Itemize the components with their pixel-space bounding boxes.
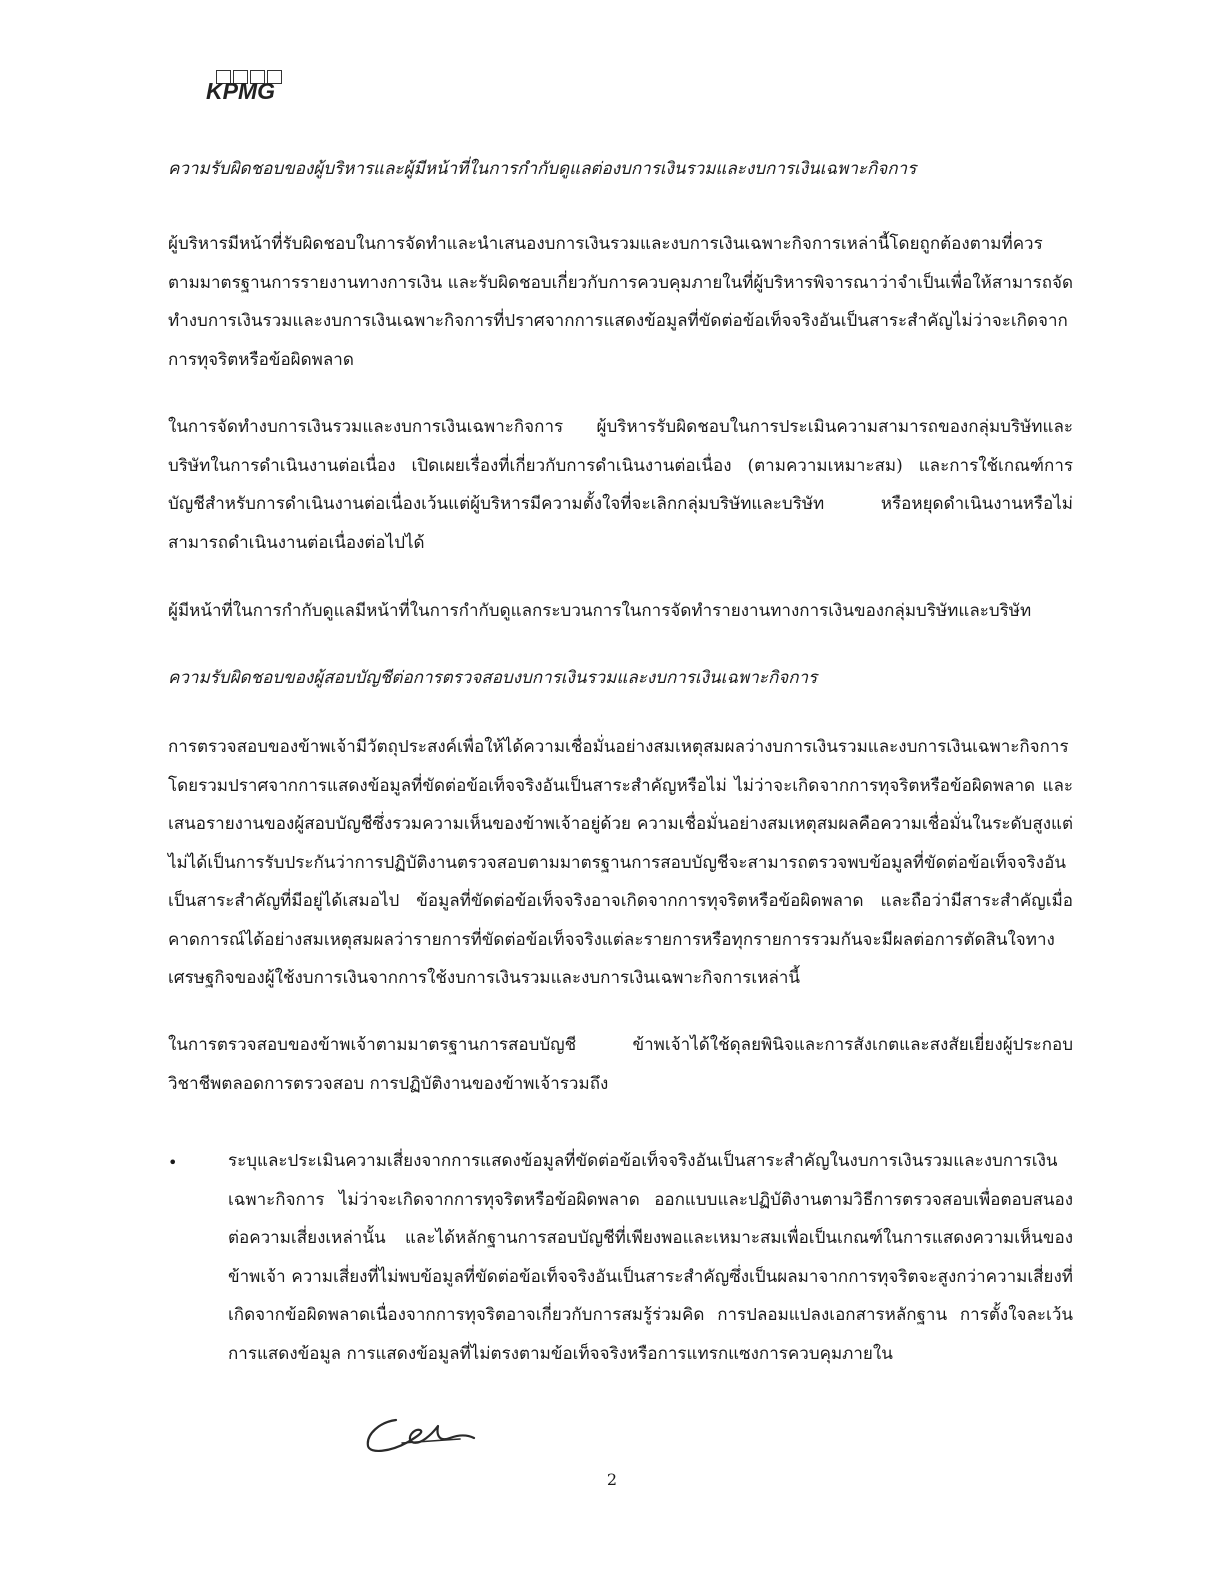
management-heading: ความรับผิดชอบของผู้บริหารและผู้มีหน้าที่ในการกำกับดูแลต่องบการเงินรวมและงบการเงินเฉพาะกิจการ xyxy=(168,159,917,179)
paragraph-professional-judgment: ในการตรวจสอบของข้าพเจ้าตามมาตรฐานการสอบบัญชี ข้าพเจ้าได้ใช้ดุลยพินิจและการสังเกตและสงสัยเยี่ยงผู้ประกอบวิชาชีพตลอดการตรวจสอบ การปฏิบัติงานของข้าพเจ้ารวมถึง xyxy=(168,1035,1073,1094)
logo-text: KPMG xyxy=(206,78,275,104)
signature xyxy=(362,1408,482,1456)
kpmg-logo xyxy=(206,70,292,110)
paragraph-management-responsibility: ผู้บริหารมีหน้าที่รับผิดชอบในการจัดทำและนำเสนองบการเงินรวมและงบการเงินเฉพาะกิจการเหล่านี้โดยถูกต้องตามที่ควรตามมาตรฐานการรายงานทางการเงิน และรับผิดชอบเกี่ยวกับการควบคุมภายในที่ผู้บริหารพิจารณาว่าจำเป็นเพื่อให้สามารถจัดทำงบการเงินรวมและงบการเงินเฉพาะกิจการที่ปราศจากการแสดงข้อมูลที่ขัดต่อข้อเท็จจริงอันเป็นสาระสำคัญไม่ว่าจะเกิดจากการทุจริตหรือข้อผิดพลาด xyxy=(168,234,1073,370)
bullet-item-risk-assessment: ระบุและประเมินความเสี่ยงจากการแสดงข้อมูลที่ขัดต่อข้อเท็จจริงอันเป็นสาระสำคัญในงบการเงินรวมและงบการเงินเฉพาะกิจการ ไม่ว่าจะเกิดจากการทุจริตหรือข้อผิดพลาด ออกแบบและปฏิบัติงานตามวิธีการตรวจสอบเพื่อตอบสนองต่อความเสี่ยงเหล่านั้น และได้หลักฐานการสอบบัญชีที่เพียงพอและเหมาะสมเพื่อเป็นเกณฑ์ในการแสดงความเห็นของข้าพเจ้า ความเสี่ยงที่ไม่พบข้อมูลที่ขัดต่อข้อเท็จจริงอันเป็นสาระสำคัญซึ่งเป็นผลมาจากการทุจริตจะสูงกว่าความเสี่ยงที่เกิดจากข้อผิดพลาดเนื่องจากการทุจริตอาจเกี่ยวกับการสมรู้ร่วมคิด การปลอมแปลงเอกสารหลักฐาน การตั้งใจละเว้นการแสดงข้อมูล การแสดงข้อมูลที่ไม่ตรงตามข้อเท็จจริงหรือการแทรกแซงการควบคุมภายใน xyxy=(228,1151,1073,1364)
bullet-mark: • xyxy=(168,1153,178,1172)
auditor-heading: ความรับผิดชอบของผู้สอบบัญชีต่อการตรวจสอบงบการเงินรวมและงบการเงินเฉพาะกิจการ xyxy=(168,668,818,688)
paragraph-governance: ผู้มีหน้าที่ในการกำกับดูแลมีหน้าที่ในการกำกับดูแลกระบวนการในการจัดทำรายงานทางการเงินของกลุ่มบริษัทและบริษัท xyxy=(168,601,1032,621)
paragraph-going-concern: ในการจัดทำงบการเงินรวมและงบการเงินเฉพาะกิจการ ผู้บริหารรับผิดชอบในการประเมินความสามารถของกลุ่มบริษัทและบริษัทในการดำเนินงานต่อเนื่อง เปิดเผยเรื่องที่เกี่ยวกับการดำเนินงานต่อเนื่อง (ตามความเหมาะสม) และการใช้เกณฑ์การบัญชีสำหรับการดำเนินงานต่อเนื่องเว้นแต่ผู้บริหารมีความตั้งใจที่จะเลิกกลุ่มบริษัทและบริษัท หรือหยุดดำเนินงานหรือไม่สามารถดำเนินงานต่อเนื่องต่อไปได้ xyxy=(168,417,1073,553)
paragraph-audit-objective: การตรวจสอบของข้าพเจ้ามีวัตถุประสงค์เพื่อให้ได้ความเชื่อมั่นอย่างสมเหตุสมผลว่างบการเงินรวมและงบการเงินเฉพาะกิจการ โดยรวมปราศจากการแสดงข้อมูลที่ขัดต่อข้อเท็จจริงอันเป็นสาระสำคัญหรือไม่ ไม่ว่าจะเกิดจากการทุจริตหรือข้อผิดพลาด และเสนอรายงานของผู้สอบบัญชีซึ่งรวมความเห็นของข้าพเจ้าอยู่ด้วย ความเชื่อมั่นอย่างสมเหตุสมผลคือความเชื่อมั่นในระดับสูงแต่ไม่ได้เป็นการรับประกันว่าการปฏิบัติงานตรวจสอบตามมาตรฐานการสอบบัญชีจะสามารถตรวจพบข้อมูลที่ขัดต่อข้อเท็จจริงอันเป็นสาระสำคัญที่มีอยู่ได้เสมอไป ข้อมูลที่ขัดต่อข้อเท็จจริงอาจเกิดจากการทุจริตหรือข้อผิดพลาด และถือว่ามีสาระสำคัญเมื่อคาดการณ์ได้อย่างสมเหตุสมผลว่ารายการที่ขัดต่อข้อเท็จจริงแต่ละรายการหรือทุกรายการรวมกันจะมีผลต่อการตัดสินใจทางเศรษฐกิจของผู้ใช้งบการเงินจากการใช้งบการเงินรวมและงบการเงินเฉพาะกิจการเหล่านี้ xyxy=(168,737,1073,988)
page-number: 2 xyxy=(606,1470,618,1489)
